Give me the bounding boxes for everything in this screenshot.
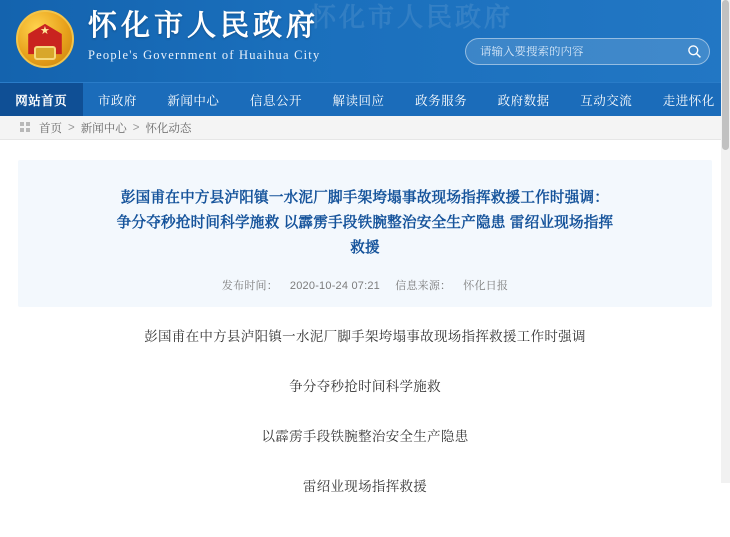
page-title — [52, 186, 678, 261]
vertical-scrollbar[interactable] — [721, 0, 730, 483]
page-title-line-1: 彭国甫在中方县泸阳镇一水泥厂脚手架垮塌事故现场指挥救援工作时强调： — [52, 186, 678, 211]
breadcrumb — [0, 116, 730, 140]
source-label: 信息来源： — [395, 280, 451, 292]
article — [0, 140, 730, 537]
main-nav — [0, 82, 730, 116]
article-body — [0, 307, 730, 537]
site-title-block — [88, 8, 320, 64]
page-title-line-3: 救援 — [52, 236, 678, 261]
site-title-en: People's Government of Huaihua City — [88, 46, 320, 64]
breadcrumb-separator: > — [133, 122, 140, 134]
article-paragraph: 雷绍业现场指挥救援 — [90, 477, 640, 497]
article-title-card — [18, 160, 712, 307]
site-title-cn: 怀化市人民政府 — [88, 8, 320, 44]
nav-item-interpretation-response[interactable]: 解读回应 — [317, 83, 400, 116]
nav-item-city-government[interactable]: 市政府 — [83, 83, 153, 116]
page-title-line-2: 争分夺秒抢时间科学施救 以霹雳手段铁腕整治安全生产隐患 雷绍业现场指挥 — [52, 211, 678, 236]
nav-item-news-center[interactable]: 新闻中心 — [152, 83, 235, 116]
article-meta — [52, 277, 678, 293]
publish-time-value: 2020-10-24 07:21 — [290, 280, 380, 292]
search-icon — [687, 44, 702, 59]
article-paragraph: 彭国甫在中方县泸阳镇一水泥厂脚手架垮塌事故现场指挥救援工作时强调 — [90, 327, 640, 347]
nav-item-government-services[interactable]: 政务服务 — [400, 83, 483, 116]
nav-item-information-disclosure[interactable]: 信息公开 — [235, 83, 318, 116]
publish-time-label: 发布时间： — [222, 280, 278, 292]
search-input[interactable] — [466, 46, 679, 58]
site-header — [0, 0, 730, 82]
article-paragraph: 以霹雳手段铁腕整治安全生产隐患 — [90, 427, 640, 447]
source-value: 怀化日报 — [463, 280, 508, 292]
national-emblem-icon: ★ — [16, 10, 74, 68]
header-watermark: 怀化市人民政府 — [310, 0, 730, 82]
nav-item-interaction[interactable]: 互动交流 — [565, 83, 648, 116]
breadcrumb-item-home[interactable]: 首页 — [39, 120, 62, 136]
search-box[interactable] — [465, 38, 710, 65]
breadcrumb-item-news-center[interactable]: 新闻中心 — [81, 120, 127, 136]
article-paragraph: 争分夺秒抢时间科学施救 — [90, 377, 640, 397]
breadcrumb-item-current: 怀化动态 — [145, 120, 191, 136]
vertical-scroll-thumb[interactable] — [722, 0, 729, 150]
breadcrumb-separator: > — [68, 122, 75, 134]
nav-item-about-huaihua[interactable]: 走进怀化 — [648, 83, 730, 116]
home-grid-icon — [20, 122, 31, 133]
search-button[interactable] — [679, 39, 709, 64]
nav-item-government-data[interactable]: 政府数据 — [482, 83, 565, 116]
nav-item-home[interactable]: 网站首页 — [0, 83, 83, 116]
